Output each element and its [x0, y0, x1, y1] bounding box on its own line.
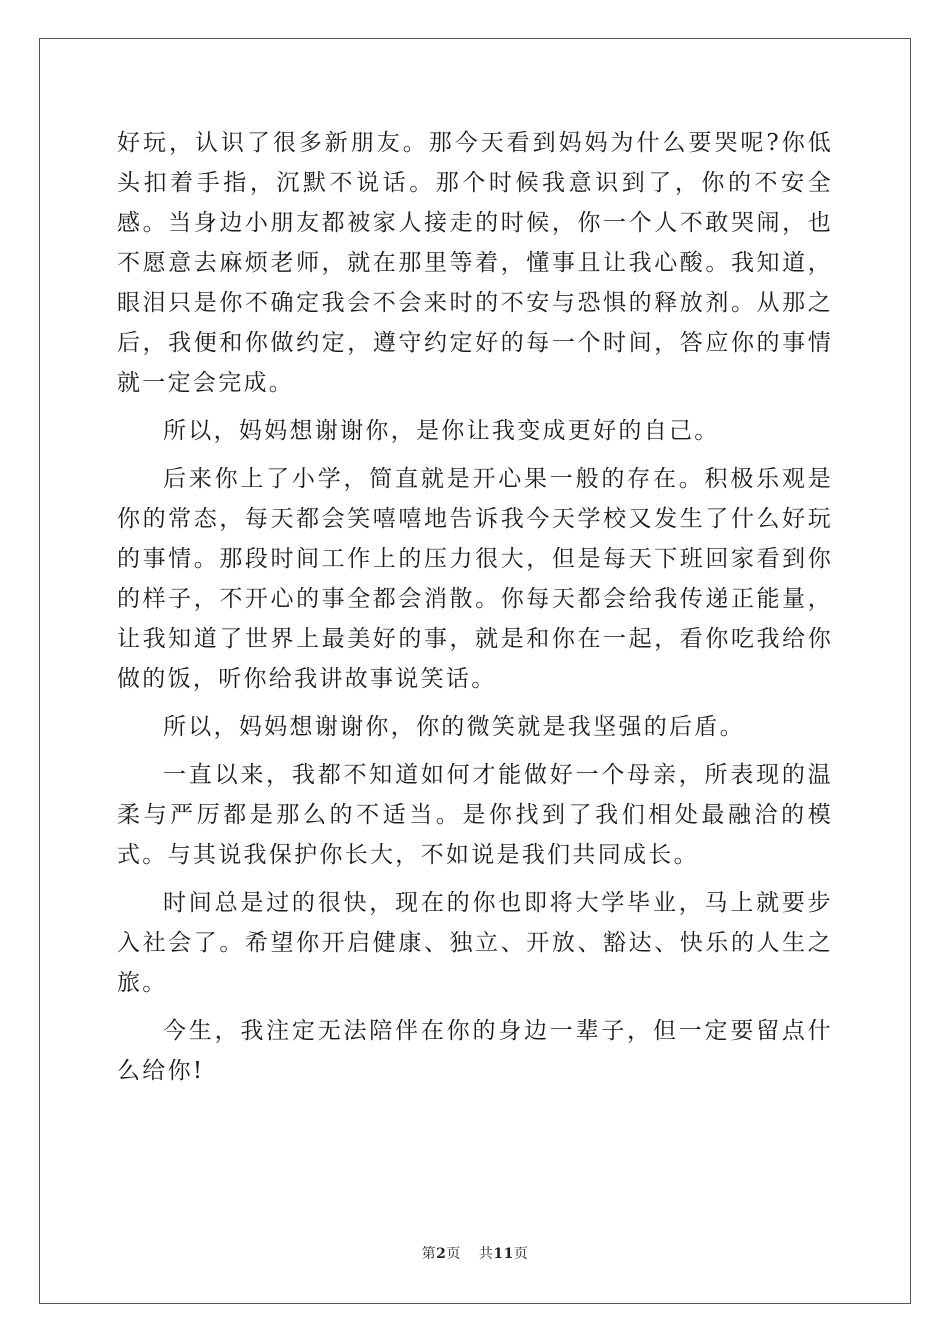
- paragraph-5: 一直以来，我都不知道如何才能做好一个母亲，所表现的温柔与严厉都是那么的不适当。是你找到了我们相处最融洽的模式。与其说我保护你长大，不如说是我们共同成长。: [117, 762, 833, 868]
- document-body: [117, 123, 833, 1099]
- page-footer: [0, 1243, 950, 1263]
- paragraph-1: 好玩，认识了很多新朋友。那今天看到妈妈为什么要哭呢?你低头扣着手指，沉默不说话。那个时候我意识到了，你的不安全感。当身边小朋友都被家人接走的时候，你一个人不敢哭闹，也不愿意去麻烦老师，就在那里等着，懂事且让我心酸。我知道，眼泪只是你不确定我会不会来时的不安与恐惧的释放剂。从那之后，我便和你做约定，遵守约定好的每一个时间，答应你的事情就一定会完成。: [117, 130, 833, 396]
- page-suffix: 页: [446, 1246, 461, 1262]
- paragraph-3: 后来你上了小学，简直就是开心果一般的存在。积极乐观是你的常态，每天都会笑嘻嘻地告诉我今天学校又发生了什么好玩的事情。那段时间工作上的压力很大，但是每天下班回家看到你的样子，不开心的事全都会消散。你每天都会给我传递正能量，让我知道了世界上最美好的事，就是和你在一起，看你吃我给你做的饭，听你给我讲故事说笑话。: [117, 466, 833, 692]
- page-prefix: 第: [421, 1246, 437, 1262]
- paragraph-4: 所以，妈妈想谢谢你，你的微笑就是我坚强的后盾。: [163, 714, 745, 740]
- paragraph-6: 时间总是过的很快，现在的你也即将大学毕业，马上就要步入社会了。希望你开启健康、独立、开放、豁达、快乐的人生之旅。: [117, 890, 833, 996]
- paragraph-2: 所以，妈妈想谢谢你，是你让我变成更好的自己。: [163, 418, 720, 444]
- page-number: 2: [436, 1246, 447, 1262]
- total-suffix: 页: [513, 1246, 529, 1262]
- total-prefix: 共: [478, 1246, 494, 1262]
- total-pages: 11: [493, 1246, 514, 1262]
- paragraph-7: 今生，我注定无法陪伴在你的身边一辈子，但一定要留点什么给你!: [117, 1018, 833, 1084]
